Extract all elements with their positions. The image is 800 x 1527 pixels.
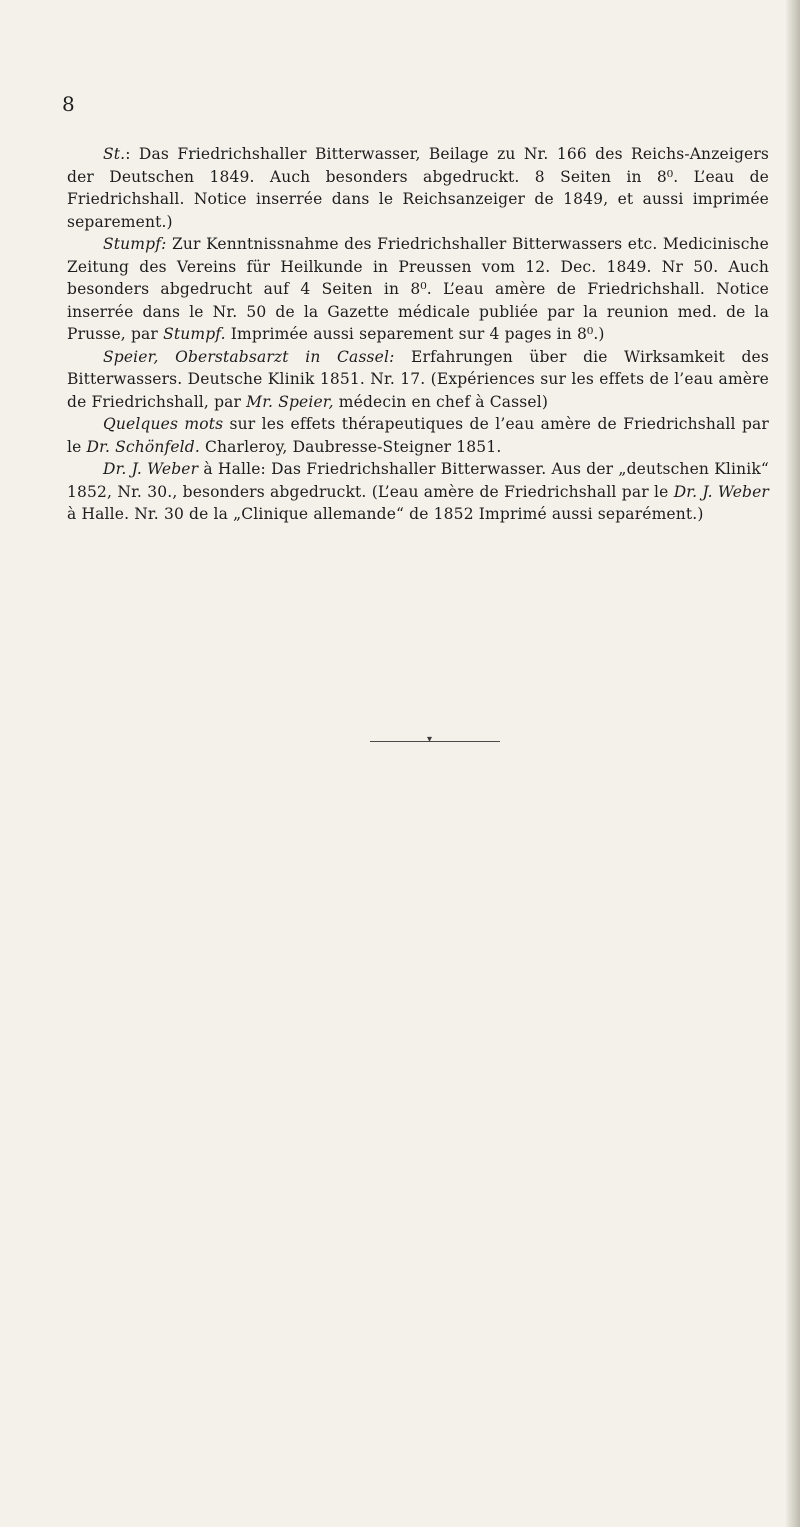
entry-italic-name: Stumpf. (163, 325, 226, 343)
page-edge-shadow (786, 0, 800, 1527)
page-number: 8 (62, 92, 75, 116)
entry-author: Stumpf: (103, 235, 167, 253)
entry-text: à Halle: Das Friedrichshaller Bitterwasser. Aus der „deutschen Klinik“ 1852, Nr. 30., besonders abgedruckt. (L’eau amère de Friedrichshall par le (67, 460, 769, 501)
entry-italic-name: Mr. Speier, (246, 392, 334, 411)
bibliography-entry-weber (67, 458, 769, 526)
entry-author: St. (103, 145, 126, 163)
entry-author: Dr. J. Weber (103, 460, 199, 478)
entry-text: : Das Friedrichshaller Bitterwasser, Beilage zu Nr. 166 des Reichs-Anzeigers der Deutschen 1849. Auch besonders abgedruckt. 8 Seiten in 8⁰. L’eau de Friedrichshall. Notice inserrée dans le Reichsanzeiger de 1849, et aussi imprimée separement.) (67, 145, 769, 231)
entry-author: Speier, Oberstabsarzt in Cassel: (103, 347, 395, 366)
bibliography-list (67, 143, 769, 526)
entry-title: Quelques mots (103, 415, 224, 433)
section-divider-rule (370, 741, 500, 742)
divider-ornament-icon: ▾ (427, 734, 433, 745)
entry-italic-name: Dr. Schönfeld. (86, 437, 200, 456)
bibliography-entry-quelques-mots (67, 413, 769, 458)
bibliography-entry-speier (67, 346, 769, 414)
bibliography-entry-stumpf (67, 233, 769, 346)
entry-text-continued: à Halle. Nr. 30 de la „Clinique allemande“ de 1852 Imprimé aussi separément.) (67, 505, 704, 523)
entry-text: Zur Kenntnissnahme des Friedrichshaller Bitterwassers etc. Medicinische Zeitung des Vereins für Heilkunde in Preussen vom 12. Dec. 1849. Nr 50. Auch besonders abgedrucht auf 4 Seiten in 8⁰. L’eau amère de Friedrichshall. Notice inserrée dans le Nr. 50 de la Gazette médicale publiée par la reunion med. de la Prusse, par (67, 235, 769, 343)
entry-text-continued: Imprimée aussi separement sur 4 pages in 8⁰.) (225, 325, 605, 343)
entry-text: Erfahrungen über die Wirksamkeit des Bitterwassers. Deutsche Klinik 1851. Nr. 17. (Expériences sur les effets de l’eau amère de Friedrichshall, par (67, 347, 769, 411)
entry-text: sur les effets thérapeutiques de l’eau amère de Friedrichshall par le (67, 415, 769, 456)
entry-italic-name: Dr. J. Weber (673, 482, 769, 501)
entry-text-continued: médecin en chef à Cassel) (333, 392, 549, 411)
entry-text-continued: Charleroy, Daubresse-Steigner 1851. (199, 437, 502, 456)
bibliography-entry-st (67, 143, 769, 233)
